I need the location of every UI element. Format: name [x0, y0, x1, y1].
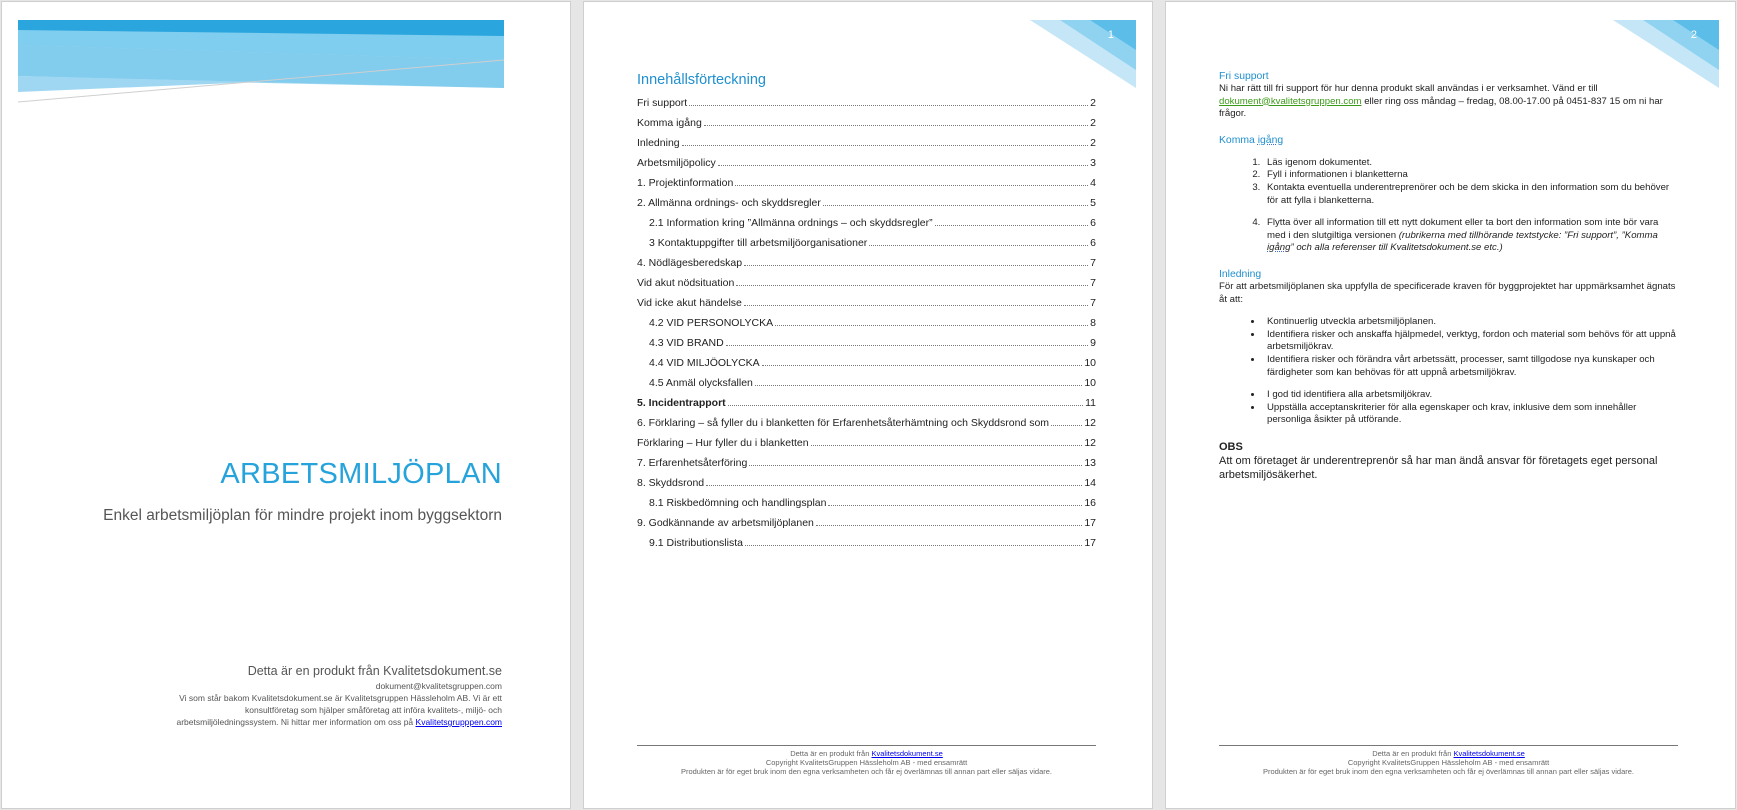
toc-leader-dots — [762, 365, 1083, 366]
toc-entry-page: 16 — [1084, 497, 1096, 509]
toc-leader-dots — [745, 545, 1082, 546]
toc-entry[interactable] — [637, 249, 1096, 269]
page-number: 2 — [1690, 29, 1697, 41]
content-body — [1219, 70, 1679, 482]
toc-entry-label: 4. Nödlägesberedskap — [637, 257, 743, 269]
toc-entry[interactable] — [637, 449, 1096, 469]
toc-entry-label: 8.1 Riskbedömning och handlingsplan — [649, 497, 827, 509]
toc-entry[interactable] — [637, 209, 1096, 229]
komma-steps-list — [1219, 157, 1679, 207]
step4-italic-a: (rubrikerna med tillhörande textstycke: ”Fri support”, ”Komma — [1398, 229, 1658, 241]
toc-entry-page: 13 — [1084, 457, 1096, 469]
inledning-text: För att arbetsmiljöplanen ska uppfylla de specificerade kraven för byggprojektet har uppmärksamhet ägnats åt att: — [1219, 280, 1676, 305]
toc-entry-label: 9. Godkännande av arbetsmiljöplanen — [637, 517, 814, 529]
toc-entry-page: 7 — [1090, 257, 1096, 269]
toc-page — [584, 2, 1152, 808]
toc-leader-dots — [736, 285, 1088, 286]
toc-entry-label: 7. Erfarenhetsåterföring — [637, 457, 748, 469]
toc-entry-page: 9 — [1090, 337, 1096, 349]
toc-entry-page: 2 — [1090, 97, 1096, 109]
toc-entry[interactable] — [637, 389, 1096, 409]
toc-entry[interactable] — [637, 109, 1096, 129]
toc-entry[interactable] — [637, 189, 1096, 209]
komma-step4-list — [1219, 217, 1679, 255]
toc-entry-page: 4 — [1090, 177, 1096, 189]
toc-leader-dots — [726, 345, 1088, 346]
toc-entry-label: 2. Allmänna ordnings- och skyddsregler — [637, 197, 821, 209]
toc-entry-page: 17 — [1084, 537, 1096, 549]
toc-entry-label: 4.3 VID BRAND — [649, 337, 724, 349]
toc-entry[interactable] — [637, 329, 1096, 349]
toc-entry-page: 3 — [1090, 157, 1096, 169]
footer-line1-prefix: Detta är en produkt från — [790, 749, 870, 758]
toc-entry-page: 17 — [1084, 517, 1096, 529]
list-item: • I god tid identifiera alla arbetsmiljökrav. — [1263, 389, 1679, 402]
toc-leader-dots — [823, 205, 1088, 206]
obs-heading: OBS — [1219, 440, 1243, 453]
toc-entry-label: 4.4 VID MILJÖOLYCKA — [649, 357, 760, 369]
cover-page — [2, 2, 570, 808]
toc-leader-dots — [689, 105, 1088, 106]
toc-entry-label: Fri support — [637, 97, 688, 109]
footer-link[interactable]: Kvalitetsdokument.se — [871, 749, 943, 758]
cover-subtitle: Enkel arbetsmiljöplan för mindre projekt inom byggsektorn — [103, 507, 502, 524]
fri-support-heading: Fri support — [1219, 71, 1269, 82]
toc-entry-label: Inledning — [637, 137, 680, 149]
komma-heading-prefix: Komma — [1219, 134, 1255, 146]
fri-support-text2: eller ring oss måndag – fredag, 08.00-17.00 på 0451-837 15 om ni har frågor. — [1219, 95, 1663, 120]
toc-leader-dots — [828, 505, 1082, 506]
cover-footer-email: dokument@kvalitetsgruppen.com — [375, 681, 502, 691]
toc-entry-page: 11 — [1085, 397, 1096, 409]
list-item: • Kontinuerlig utveckla arbetsmiljöplanen. — [1263, 316, 1679, 329]
toc-entry-page: 7 — [1090, 297, 1096, 309]
toc-leader-dots — [735, 185, 1088, 186]
footer-link[interactable]: Kvalitetsdokument.se — [1453, 749, 1525, 758]
toc-leader-dots — [755, 385, 1082, 386]
toc-entry[interactable] — [637, 309, 1096, 329]
toc-entry[interactable] — [637, 129, 1096, 149]
footer-line1 — [1219, 749, 1678, 758]
cover-footer-line3 — [122, 716, 502, 728]
footer-line3: Produkten är för eget bruk inom den egna verksamheten och får ej överlämnas till annan part eller säljas vidare. — [680, 767, 1053, 776]
toc-leader-dots — [775, 325, 1088, 326]
toc-leader-dots — [718, 165, 1088, 166]
support-email-link[interactable]: dokument@kvalitetsgruppen.com — [1219, 95, 1362, 107]
toc-entry[interactable] — [637, 429, 1096, 449]
toc-leader-dots — [728, 405, 1083, 406]
page-footer — [637, 745, 1096, 776]
toc-entry-page: 2 — [1090, 137, 1096, 149]
toc-leader-dots — [744, 265, 1088, 266]
list-item — [1263, 217, 1679, 255]
cover-banner-graphic — [18, 20, 504, 106]
obs-text: Att om företaget är underentreprenör så har man ändå ansvar för företagets eget personal arbetsmiljösäkerhet. — [1219, 454, 1658, 481]
toc-entry-label: 6. Förklaring – så fyller du i blanketten för Erfarenhetsåterhämtning och Skyddsrond som — [637, 417, 1050, 429]
toc-entry-label: 9.1 Distributionslista — [649, 537, 743, 549]
toc-entry-label: 4.5 Anmäl olycksfallen — [649, 377, 753, 389]
footer-line1-prefix: Detta är en produkt från — [1372, 749, 1452, 758]
inledning-heading: Inledning — [1219, 268, 1262, 280]
toc-entry-label: 5. Incidentrapport — [637, 397, 726, 409]
toc-entry[interactable] — [637, 289, 1096, 309]
toc-entry[interactable] — [637, 469, 1096, 489]
toc-entry-page: 12 — [1084, 417, 1096, 429]
toc-entry-page: 5 — [1090, 197, 1096, 209]
toc-entry-page: 12 — [1084, 437, 1096, 449]
toc-title: Innehållsförteckning — [637, 72, 766, 88]
toc-entry[interactable] — [637, 509, 1096, 529]
cover-title: ARBETSMILJÖPLAN — [220, 458, 502, 490]
toc-entry[interactable] — [637, 229, 1096, 249]
page-footer — [1219, 745, 1678, 776]
toc-entry[interactable] — [637, 89, 1096, 109]
toc-entry-page: 6 — [1090, 217, 1096, 229]
inledning-bullets-a — [1219, 316, 1679, 379]
toc-leader-dots — [1051, 425, 1082, 426]
toc-list — [637, 89, 1096, 549]
footer-line2: Copyright KvalitetsGruppen Hässleholm AB - med ensamrätt — [1347, 758, 1550, 767]
list-item: • Uppställa acceptanskriterier för alla egenskaper och krav, inklusive dem som innehåller personliga åsikter på utförande. — [1263, 402, 1679, 427]
komma-igang-heading — [1219, 134, 1679, 147]
page-number: 1 — [1107, 29, 1114, 41]
toc-entry[interactable] — [637, 409, 1096, 429]
cover-footer-line3-text: arbetsmiljöledningssystem. Ni hittar mer information om oss på — [176, 717, 414, 727]
toc-entry[interactable] — [637, 349, 1096, 369]
list-item: • Identifiera risker och förändra vårt arbetssätt, processer, samt tillgodose nya kunskaper och färdigheter som kan behövas för att uppnå arbetsmiljökrav. — [1263, 354, 1679, 379]
page-corner-graphic — [1030, 20, 1136, 88]
footer-line3: Produkten är för eget bruk inom den egna verksamheten och får ej överlämnas till annan part eller säljas vidare. — [1262, 767, 1635, 776]
footer-line2: Copyright KvalitetsGruppen Hässleholm AB - med ensamrätt — [765, 758, 968, 767]
toc-entry-label: Vid icke akut händelse — [637, 297, 742, 309]
toc-entry-label: 2.1 Information kring ”Allmänna ordnings – och skyddsregler” — [649, 217, 933, 229]
toc-entry[interactable] — [637, 269, 1096, 289]
toc-entry[interactable] — [637, 169, 1096, 189]
step4-italic-word: igång — [1267, 242, 1291, 254]
cover-footer-line1: Vi som står bakom Kvalitetsdokument.se är Kvalitetsgruppen Hässleholm AB. Vi är ett — [179, 693, 502, 703]
toc-leader-dots — [704, 125, 1088, 126]
toc-leader-dots — [744, 305, 1088, 306]
step4-text: Flytta över all information till ett nytt dokument eller ta bort den information som inte bör vara med i den slutgiltiga versionen — [1267, 217, 1659, 241]
list-item: 1. Läs igenom dokumentet. — [1263, 157, 1679, 170]
toc-entry-label: Komma igång — [637, 117, 702, 129]
list-item: 2. Fyll i informationen i blanketterna — [1263, 169, 1679, 182]
step4-italic-b: ” och alla referenser till Kvalitetsdokument.se etc.) — [1290, 242, 1503, 254]
toc-entry-page: 7 — [1090, 277, 1096, 289]
toc-leader-dots — [935, 225, 1089, 226]
toc-entry-label: Arbetsmiljöpolicy — [637, 157, 716, 169]
toc-entry[interactable] — [637, 489, 1096, 509]
toc-entry-page: 6 — [1090, 237, 1096, 249]
toc-entry-label: 4.2 VID PERSONOLYCKA — [649, 317, 774, 329]
toc-entry-page: 14 — [1084, 477, 1096, 489]
toc-entry[interactable] — [637, 369, 1096, 389]
toc-entry-page: 10 — [1084, 357, 1096, 369]
toc-leader-dots — [816, 525, 1082, 526]
cover-footer-line2: konsultföretag som hjälper småföretag att införa kvalitets-, miljö- och — [244, 705, 502, 715]
toc-leader-dots — [682, 145, 1089, 146]
toc-entry-label: Vid akut nödsituation — [637, 277, 735, 289]
komma-heading-word: igång — [1257, 134, 1284, 146]
toc-entry-page: 2 — [1090, 117, 1096, 129]
toc-entry[interactable] — [637, 149, 1096, 169]
footer-line1 — [637, 749, 1096, 758]
toc-entry[interactable] — [637, 529, 1096, 549]
toc-leader-dots — [811, 445, 1083, 446]
cover-footer — [122, 664, 502, 728]
cover-footer-link[interactable]: Kvalitetsgrupppen.com — [415, 717, 502, 727]
fri-support-text1: Ni har rätt till fri support för hur denna produkt skall användas i er verksamhet. Vänd er till — [1219, 83, 1598, 94]
toc-entry-label: 3 Kontaktuppgifter till arbetsmiljöorganisationer — [649, 237, 868, 249]
toc-leader-dots — [749, 465, 1082, 466]
toc-entry-label: 1. Projektinformation — [637, 177, 734, 189]
toc-entry-page: 10 — [1084, 377, 1096, 389]
toc-entry-label: 8. Skyddsrond — [637, 477, 705, 489]
fri-support-text — [1219, 83, 1679, 121]
toc-leader-dots — [706, 485, 1082, 486]
toc-leader-dots — [869, 245, 1088, 246]
list-item: 3. Kontakta eventuella underentreprenörer och be dem skicka in den information som du behöver för att fylla i blanketterna. — [1263, 182, 1679, 207]
inledning-bullets-b — [1219, 389, 1679, 427]
content-page — [1166, 2, 1735, 808]
list-item: • Identifiera risker och anskaffa hjälpmedel, verktyg, fordon och material som behövs för att uppnå arbetsmiljökrav. — [1263, 329, 1679, 354]
toc-entry-label: Förklaring – Hur fyller du i blanketten — [637, 437, 809, 449]
toc-entry-page: 8 — [1090, 317, 1096, 329]
cover-footer-heading: Detta är en produkt från Kvalitetsdokument.se — [247, 664, 502, 678]
